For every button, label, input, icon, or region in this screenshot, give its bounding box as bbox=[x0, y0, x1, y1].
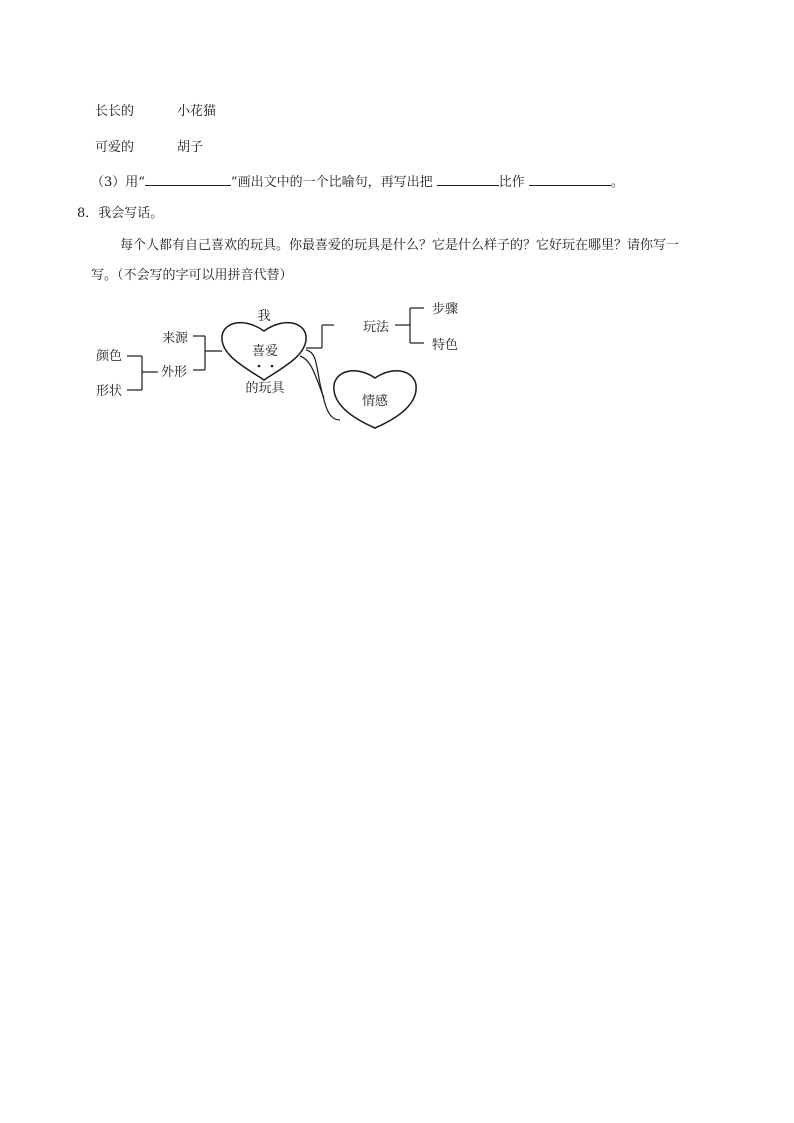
label-play: 玩法 bbox=[362, 320, 390, 335]
question-8-para-line-1: 每个人都有自己喜欢的玩具。你最喜爱的玩具是什么？它是什么样子的？它好玩在哪里？请你写一 bbox=[120, 238, 680, 253]
match-row-2-right: 胡子 bbox=[177, 140, 204, 155]
match-row-2-left: 可爱的 bbox=[95, 140, 135, 155]
center-label-top: 我 bbox=[257, 309, 271, 324]
match-row-1-right: 小花猫 bbox=[177, 104, 217, 119]
question-8-title: 8．我会写话。 bbox=[77, 206, 164, 221]
q3-middle-2: 比作 bbox=[498, 175, 529, 190]
connector-curve bbox=[306, 350, 340, 420]
center-label-middle: 喜爱 bbox=[251, 344, 279, 359]
match-row-1-left: 长长的 bbox=[95, 104, 135, 119]
label-steps: 步骤 bbox=[431, 302, 459, 317]
label-features: 特色 bbox=[431, 338, 459, 353]
label-form: 形状 bbox=[95, 384, 123, 399]
q3-middle: ”画出文中的一个比喻句，再写出把 bbox=[230, 175, 437, 190]
question-8-para-line-2: 写。（不会写的字可以用拼音代替） bbox=[91, 268, 293, 283]
label-emotion: 情感 bbox=[361, 394, 389, 409]
label-shape: 外形 bbox=[160, 365, 188, 380]
center-label-bottom: 的玩具 bbox=[245, 381, 285, 396]
emphasis-dot-1 bbox=[258, 365, 261, 368]
q3-prefix: （3）用“ bbox=[91, 175, 145, 190]
q3-end: 。 bbox=[610, 175, 624, 190]
label-source: 来源 bbox=[161, 331, 189, 346]
label-color: 颜色 bbox=[95, 349, 123, 364]
emphasis-dot-2 bbox=[271, 365, 274, 368]
